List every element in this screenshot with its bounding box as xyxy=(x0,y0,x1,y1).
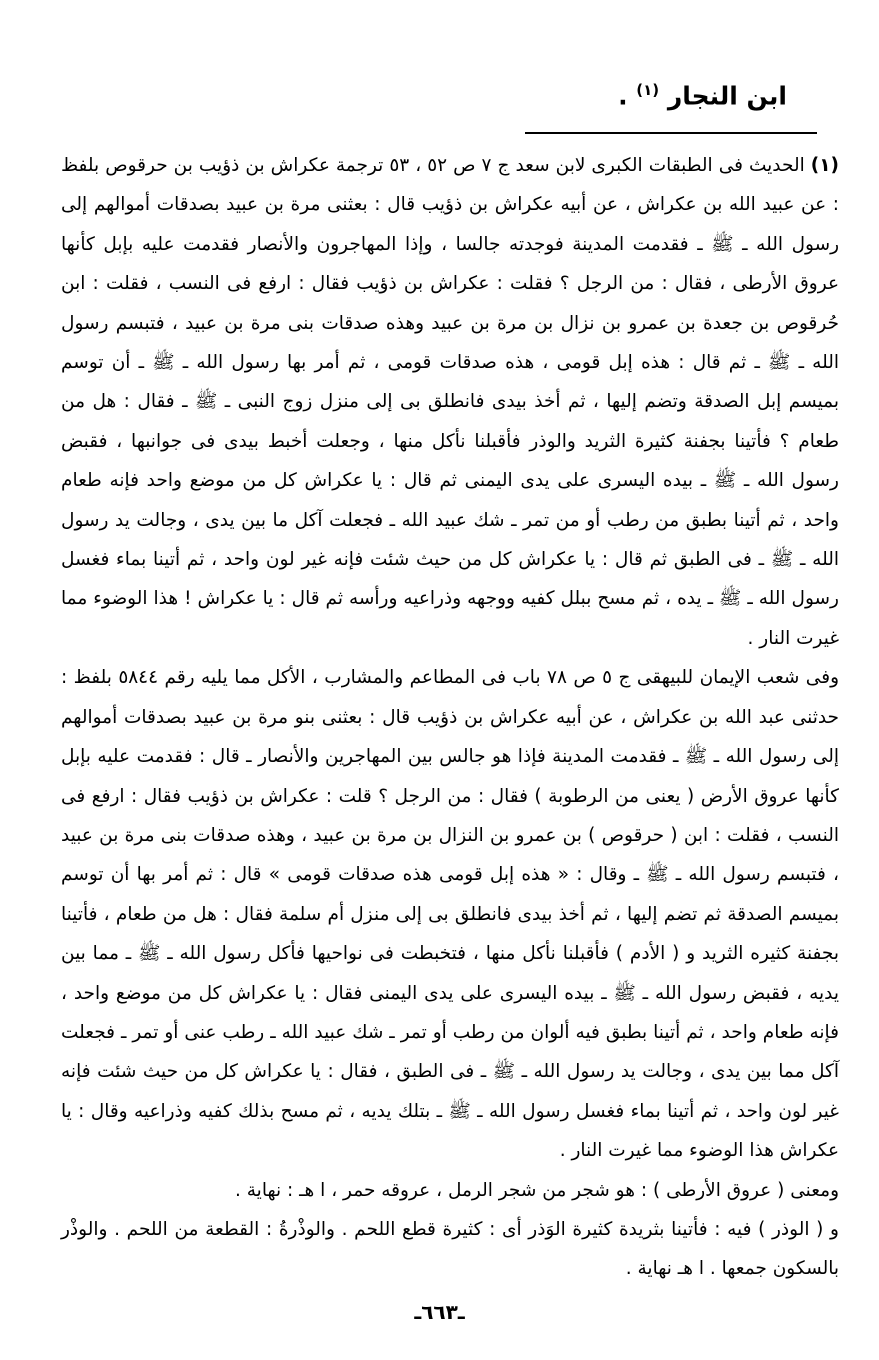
footnote-number: (١) xyxy=(810,155,839,176)
footnotes-section xyxy=(61,146,839,1289)
page-number: ـ٦٦٣ـ xyxy=(414,1300,465,1324)
footnote-paragraph: ومعنى ( عروق الأرطى ) : هو شجر من شجر الرمل ، عروقه حمر ، ا هـ : نهاية . xyxy=(234,1179,839,1201)
footnote-text: الحديث فى الطبقات الكبرى لابن سعد ج ٧ ص ٥٢ ، ٥٣ ترجمة عكراش بن ذؤيب بن حرقوص بلفظ : عن عبيد الله بن عكراش ، عن أبيه عكراش بن ذؤيب قال : بعثنى مرة بن عبيد بصدقات أموالهم إلى رسول الله ـ ﷺ ـ فقدمت المدينة فوجدته جالسا ، وإذا المهاجرون والأنصار فقدمت عليه بإبل كأنها عروق الأرطى ، فقال : من الرجل ؟ فقلت : عكراش بن ذؤيب فقال : ارفع فى النسب ، فقلت : ابن حُرقوص بن جعدة بن عمرو بن نزال بن مرة بن عبيد وهذه صدقات بنى مرة بن عبيد ، فتبسم رسول الله ـ ﷺ ـ ثم قال : هذه إبل قومى ، هذه صدقات قومى ، ثم أمر بها رسول الله ـ ﷺ ـ أن توسم بميسم إبل الصدقة وتضم إليها ، ثم أخذ بيدى فانطلق بى إلى منزل زوج النبى ـ ﷺ ـ فقال : هل من طعام ؟ فأتينا بجفنة كثيرة الثريد والوذر فأقبلنا نأكل منها ، وجعلت أخبط بيدى فى جوانبها ، فقبض رسول الله ـ ﷺ ـ بيده اليسرى على يدى اليمنى ثم قال : يا عكراش كل من موضع واحد فإنه طعام واحد ، ثم أتينا بطبق من رطب أو من تمر ـ شك عبيد الله ـ فجعلت آكل ما بين يدى ، وجالت يد رسول الله ـ ﷺ ـ فى الطبق ثم قال : يا عكراش كل من حيث شئت فإنه غير لون واحد ، ثم أتينا بماء فغسل رسول الله ـ ﷺ ـ يده ، ثم مسح ببلل كفيه ووجهه وذراعيه ورأسه ثم قال : يا عكراش ! هذا الوضوء مما غيرت النار . xyxy=(61,155,839,649)
footnote-paragraph: و ( الوذر ) فيه : فأتينا بثريدة كثيرة الوَذر أى : كثيرة قطع اللحم . والوذْرةُ : القطعة من اللحم . والوذْر بالسكون جمعها . ا هـ نهاية . xyxy=(61,1218,839,1280)
footnote-reference: (١) xyxy=(636,81,660,99)
footnote-paragraph: وفى شعب الإيمان للبيهقى ج ٥ ص ٧٨ باب فى المطاعم والمشارب ، الأكل مما يليه رقم ٥٨٤٤ بلفظ : حدثنى عبد الله بن عكراش ، عن أبيه عكراش بن ذؤيب قال : بعثنى بنو مرة بن عبيد بصدقات أموالهم إلى رسول الله ـ ﷺ ـ فقدمت المدينة فإذا هو جالس بين المهاجرين والأنصار ـ قال : فقدمت عليه بإبل كأنها عروق الأرض ( يعنى من الرطوبة ) فقال : من الرجل ؟ قلت : عكراش بن ذؤيب فقال : ارفع فى النسب ، فقلت : ابن ( حرقوص ) بن عمرو بن النزال بن مرة بن عبيد ، وهذه صدقات بنى مرة بن عبيد ، فتبسم رسول الله ـ ﷺ ـ وقال : « هذه إبل قومى هذه صدقات قومى » قال : ثم أمر بها أن توسم بميسم الصدقة ثم تضم إليها ، ثم أخذ بيدى فانطلق بى إلى منزل أم سلمة فقال : هل من طعام ، فأتينا بجفنة كثيره الثريد و ( الأدم ) فأقبلنا نأكل منها ، فتخبطت فى نواحيها فأكل رسول الله ـ ﷺ ـ مما بين يديه ، فقبض رسول الله ـ ﷺ ـ بيده اليسرى على يدى اليمنى فقال : يا عكراش كل من موضع واحد ، فإنه طعام واحد ، ثم أتينا بطبق فيه ألوان من رطب أو تمر ـ شك عبيد الله ـ رطب عنى أو تمر ـ فجعلت آكل مما بين يدى ، وجالت يد رسول الله ـ ﷺ ـ فى الطبق ، فقال : يا عكراش كل من حيث شئت فإنه غير لون واحد ، ثم أتينا بماء فغسل رسول الله ـ ﷺ ـ بتلك يديه ، ثم مسح بذلك كفيه وذراعيه وقال : يا عكراش هذا الوضوء مما غيرت النار . xyxy=(61,667,840,1162)
main-text-end: . xyxy=(618,81,628,111)
main-text-line xyxy=(618,70,787,116)
main-text: ابن النجار xyxy=(667,81,787,111)
footnote-paragraph xyxy=(61,146,839,658)
footnote-separator xyxy=(525,132,817,134)
